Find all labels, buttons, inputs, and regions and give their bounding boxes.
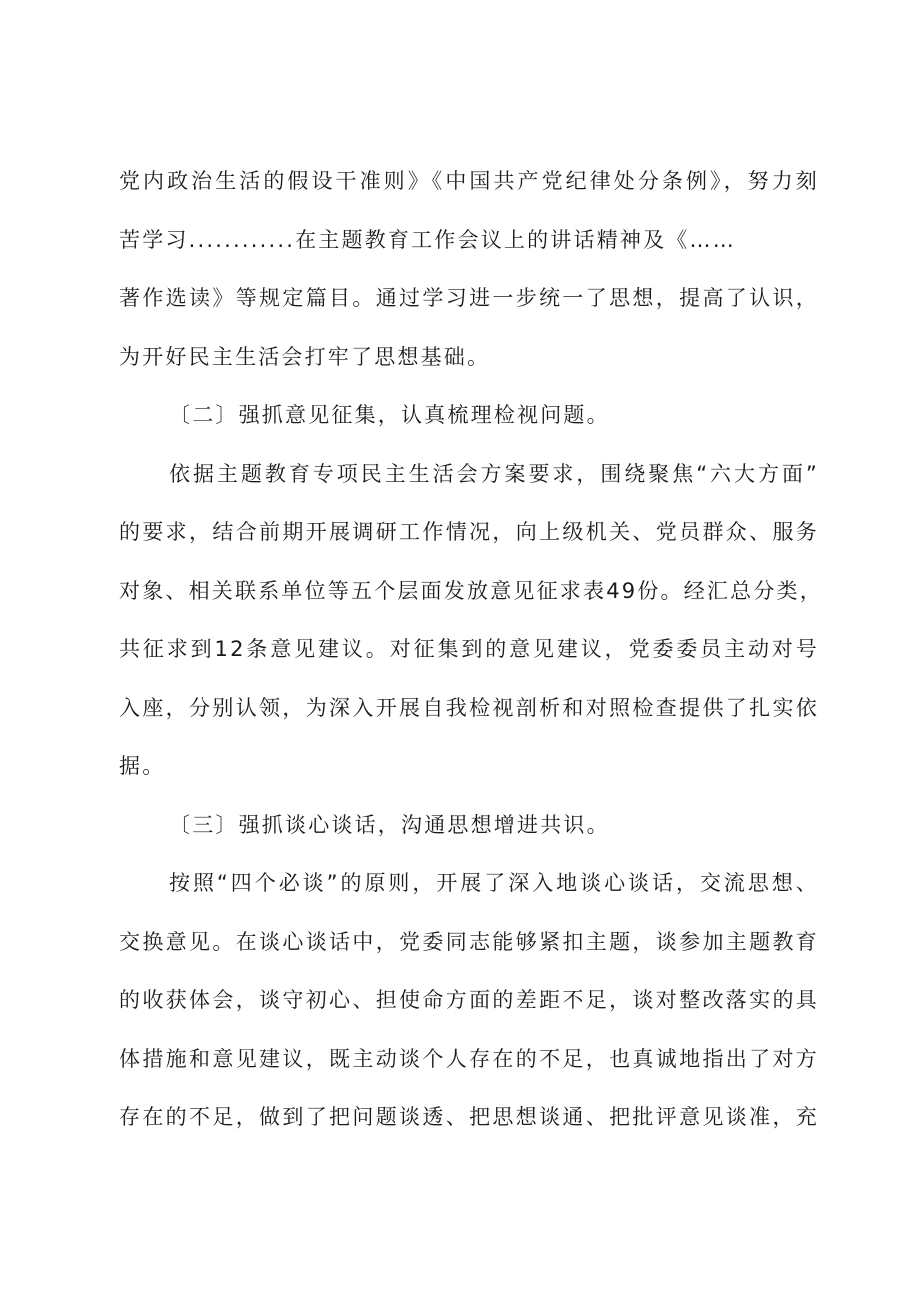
text-line: 的要求，结合前期开展调研工作情况，向上级机关、党员群众、服务	[119, 520, 819, 544]
text-line: 交换意见。在谈心谈话中，党委同志能够紧扣主题，谈参加主题教育	[119, 929, 819, 954]
text-line: 为开好民主生活会打牢了思想基础。	[119, 344, 491, 369]
section-heading: 〔二〕强抓意见征集，认真梳理检视问题。	[169, 403, 610, 427]
section-heading: 〔三〕强抓谈心谈话，沟通思想增进共识。	[169, 812, 610, 837]
text-line: 共征求到12条意见建议。对征集到的意见建议，党委委员主动对号	[119, 637, 819, 661]
text-line: 据。	[119, 754, 166, 778]
text-line: 存在的不足，做到了把问题谈透、把思想谈通、把批评意见谈准，充	[119, 1105, 819, 1129]
text-line: 体措施和意见建议，既主动谈个人存在的不足，也真诚地指出了对方	[119, 1046, 819, 1071]
text-line: 苦学习............在主题教育工作会议上的讲话精神及《……	[119, 227, 736, 252]
text-line: 党内政治生活的假设干准则》《中国共产党纪律处分条例》，努力刻	[119, 169, 819, 193]
text-line: 著作选读》等规定篇目。通过学习进一步统一了思想，提高了认识，	[119, 286, 819, 310]
paragraph-first-line: 按照“四个必谈”的原则，开展了深入地谈心谈话，交流思想、	[169, 871, 819, 895]
text-line: 入座，分别认领，为深入开展自我检视剖析和对照检查提供了扎实依	[119, 695, 819, 720]
paragraph-first-line: 依据主题教育专项民主生活会方案要求，围绕聚焦“六大方面”	[169, 461, 819, 486]
document-body	[119, 152, 823, 1147]
text-line: 对象、相关联系单位等五个层面发放意见征求表49份。经汇总分类，	[119, 578, 823, 603]
text-line: 的收获体会，谈守初心、担使命方面的差距不足，谈对整改落实的具	[119, 988, 819, 1012]
